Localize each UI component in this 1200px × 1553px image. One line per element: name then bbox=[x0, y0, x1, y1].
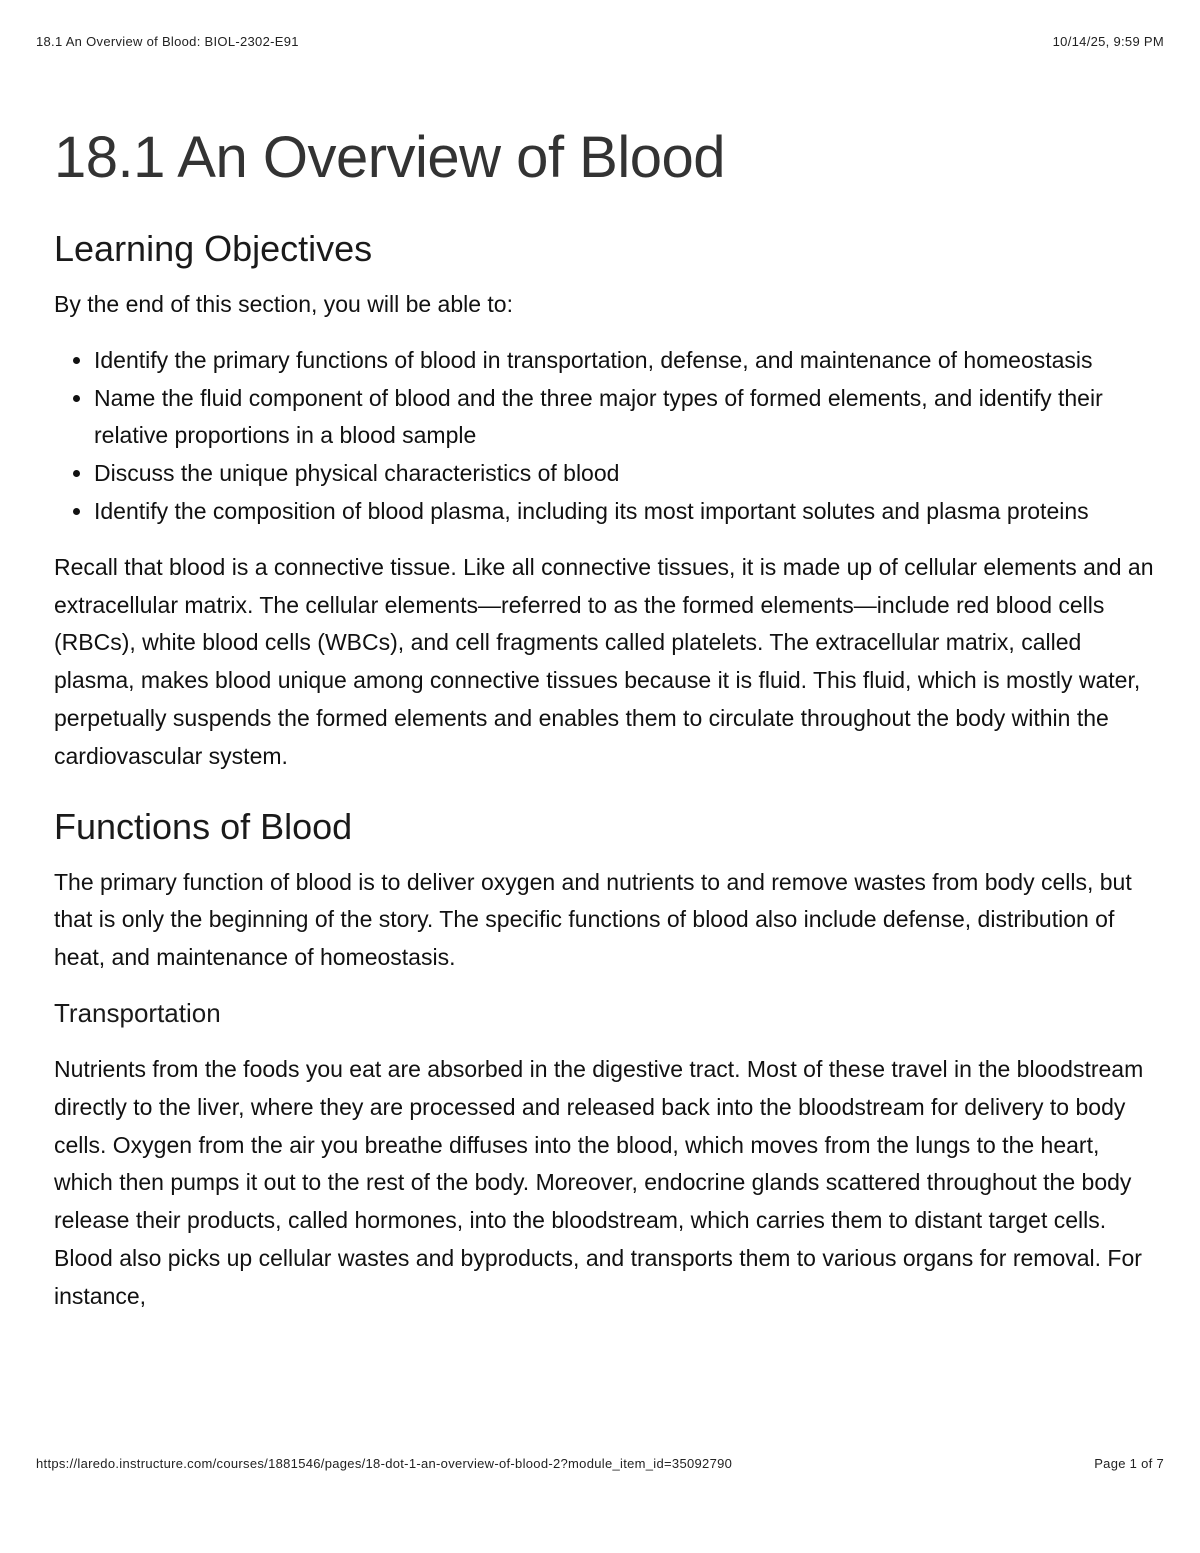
objectives-intro: By the end of this section, you will be able to: bbox=[54, 291, 513, 317]
transportation-heading: Transportation bbox=[54, 997, 221, 1028]
intro-paragraph: Recall that blood is a connective tissue. Like all connective tissues, it is made up of cellular elements and an extracellular matrix. The cellular elements—referred to as the formed elements—include red blood cells (RBCs), white blood cells (WBCs), and cell fragments called platelets. The extracellular matrix, called plasma, makes blood unique among connective tissues because it is fluid. This fluid, which is mostly water, perpetually suspends the formed elements and enables them to circulate throughout the body within the cardiovascular system. bbox=[54, 553, 1154, 769]
page-title: 18.1 An Overview of Blood bbox=[54, 125, 726, 190]
objective-item: • Identify the composition of blood plasma, including its most important solutes and plasma proteins bbox=[94, 493, 1154, 531]
learning-objectives-heading: Learning Objectives bbox=[54, 228, 373, 269]
objectives-list bbox=[54, 342, 1154, 531]
functions-heading: Functions of Blood bbox=[54, 805, 353, 847]
objective-item: • Discuss the unique physical characteristics of blood bbox=[94, 455, 1154, 493]
print-footer-page-number: Page 1 of 7 bbox=[1094, 1456, 1164, 1471]
page-content bbox=[54, 118, 1154, 1334]
objective-item: • Name the fluid component of blood and the three major types of formed elements, and identify their relative proportions in a blood sample bbox=[94, 380, 1154, 456]
transportation-paragraph: Nutrients from the foods you eat are absorbed in the digestive tract. Most of these travel in the bloodstream directly to the liver, where they are processed and released back into the bloodstream for delivery to body cells. Oxygen from the air you breathe diffuses into the blood, which moves from the lungs to the heart, which then pumps it out to the rest of the body. Moreover, endocrine glands scattered throughout the body release their products, called hormones, into the bloodstream, which carries them to distant target cells. Blood also picks up cellular wastes and byproducts, and transports them to various organs for removal. For instance, bbox=[54, 1055, 1144, 1309]
print-footer-url: https://laredo.instructure.com/courses/1881546/pages/18-dot-1-an-overview-of-blood-2?module_item_id=35092790 bbox=[36, 1456, 733, 1471]
print-header-datetime: 10/14/25, 9:59 PM bbox=[1052, 34, 1164, 49]
functions-paragraph: The primary function of blood is to deliver oxygen and nutrients to and remove wastes from body cells, but that is only the beginning of the story. The specific functions of blood also include defense, distribution of heat, and maintenance of homeostasis. bbox=[54, 868, 1132, 971]
objective-item: • Identify the primary functions of blood in transportation, defense, and maintenance of homeostasis bbox=[94, 342, 1154, 380]
print-header-title: 18.1 An Overview of Blood: BIOL-2302-E91 bbox=[36, 34, 299, 49]
